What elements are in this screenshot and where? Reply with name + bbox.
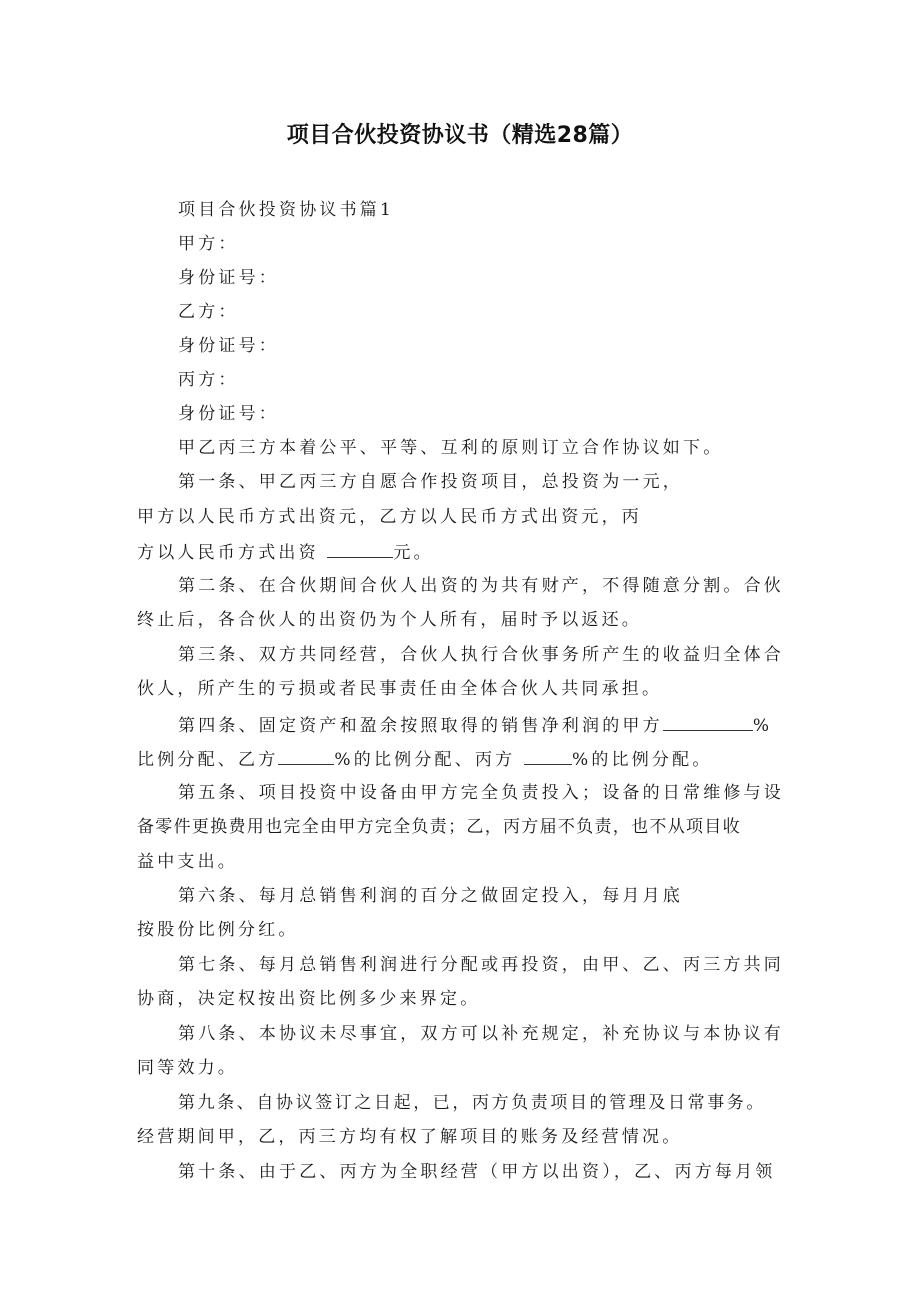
- article-7-line-1: 第七条、每月总销售利润进行分配或再投资，由甲、乙、丙三方共同: [178, 955, 784, 975]
- article-3-line-1: 第三条、双方共同经营，合伙人执行合伙事务所产生的收益归全体合: [178, 645, 784, 665]
- article-1-line-3: [137, 539, 434, 565]
- amount-blank: [327, 539, 393, 558]
- article-9-line-2: 经营期间甲，乙，丙三方均有权了解项目的账务及经营情况。: [137, 1127, 683, 1147]
- article-1-line-3-end: 元。: [393, 543, 434, 563]
- article-4-line-1: [178, 712, 772, 738]
- article-4-line-2-text-c: %的比例分配。: [571, 750, 713, 770]
- percent-sign: %: [752, 716, 773, 736]
- article-10-line-1: 第十条、由于乙、丙方为全职经营（甲方以出资），乙、丙方每月领: [178, 1162, 776, 1182]
- party-a-label: 甲方：: [178, 234, 239, 254]
- party-c-label: 丙方：: [178, 370, 239, 390]
- article-5-line-1: 第五条、项目投资中设备由甲方完全负责投入；设备的日常维修与设: [178, 783, 784, 803]
- section-heading: 项目合伙投资协议书篇1: [178, 200, 395, 220]
- article-4-line-2-text-b: %的比例分配、丙方: [334, 750, 524, 770]
- party-b-share-blank: [278, 746, 334, 765]
- article-1-line-2: 甲方以人民币方式出资元，乙方以人民币方式出资元，丙: [137, 507, 642, 527]
- article-8-line-1: 第八条、本协议未尽事宜，双方可以补充规定，补充协议与本协议有: [178, 1024, 784, 1044]
- article-7-line-2: 协商，决定权按出资比例多少来界定。: [137, 989, 481, 1009]
- article-6-line-2: 按股份比例分红。: [137, 920, 299, 940]
- article-4-line-2: [137, 746, 713, 772]
- article-9-line-1: 第九条、自协议签订之日起，已，丙方负责项目的管理及日常事务。: [178, 1093, 766, 1113]
- article-6-line-1: 第六条、每月总销售利润的百分之做固定投入，每月月底: [178, 886, 683, 906]
- party-a-share-blank: [663, 712, 753, 731]
- party-b-label: 乙方：: [178, 302, 239, 322]
- article-2-line-1: 第二条、在合伙期间合伙人出资的为共有财产，不得随意分割。合伙: [178, 576, 784, 596]
- document-title: 项目合伙投资协议书（精选28篇）: [286, 123, 634, 148]
- article-8-line-2: 同等效力。: [137, 1058, 238, 1078]
- article-5-line-3: 益中支出。: [137, 852, 238, 872]
- article-1-line-3-text: 方以人民币方式出资: [137, 543, 328, 563]
- article-4-line-1-text: 第四条、固定资产和盈余按照取得的销售净利润的甲方: [178, 716, 663, 736]
- party-c-share-blank: [524, 746, 572, 765]
- article-4-line-2-text-a: 比例分配、乙方: [137, 750, 279, 770]
- intro-paragraph: 甲乙丙三方本着公平、平等、互利的原则订立合作协议如下。: [178, 438, 724, 458]
- article-5-line-2: 备零件更换费用也完全由甲方完全负责；乙，丙方届不负责，也不从项目收: [137, 817, 741, 837]
- id-label-c: 身份证号：: [178, 404, 279, 424]
- article-2-line-2: 终止后，各合伙人的出资仍为个人所有，届时予以返还。: [137, 610, 642, 630]
- article-1-line-1: 第一条、甲乙丙三方自愿合作投资项目，总投资为一元，: [178, 472, 683, 492]
- id-label-a: 身份证号：: [178, 268, 279, 288]
- article-3-line-2: 伙人，所产生的亏损或者民事责任由全体合伙人共同承担。: [137, 679, 663, 699]
- id-label-b: 身份证号：: [178, 336, 279, 356]
